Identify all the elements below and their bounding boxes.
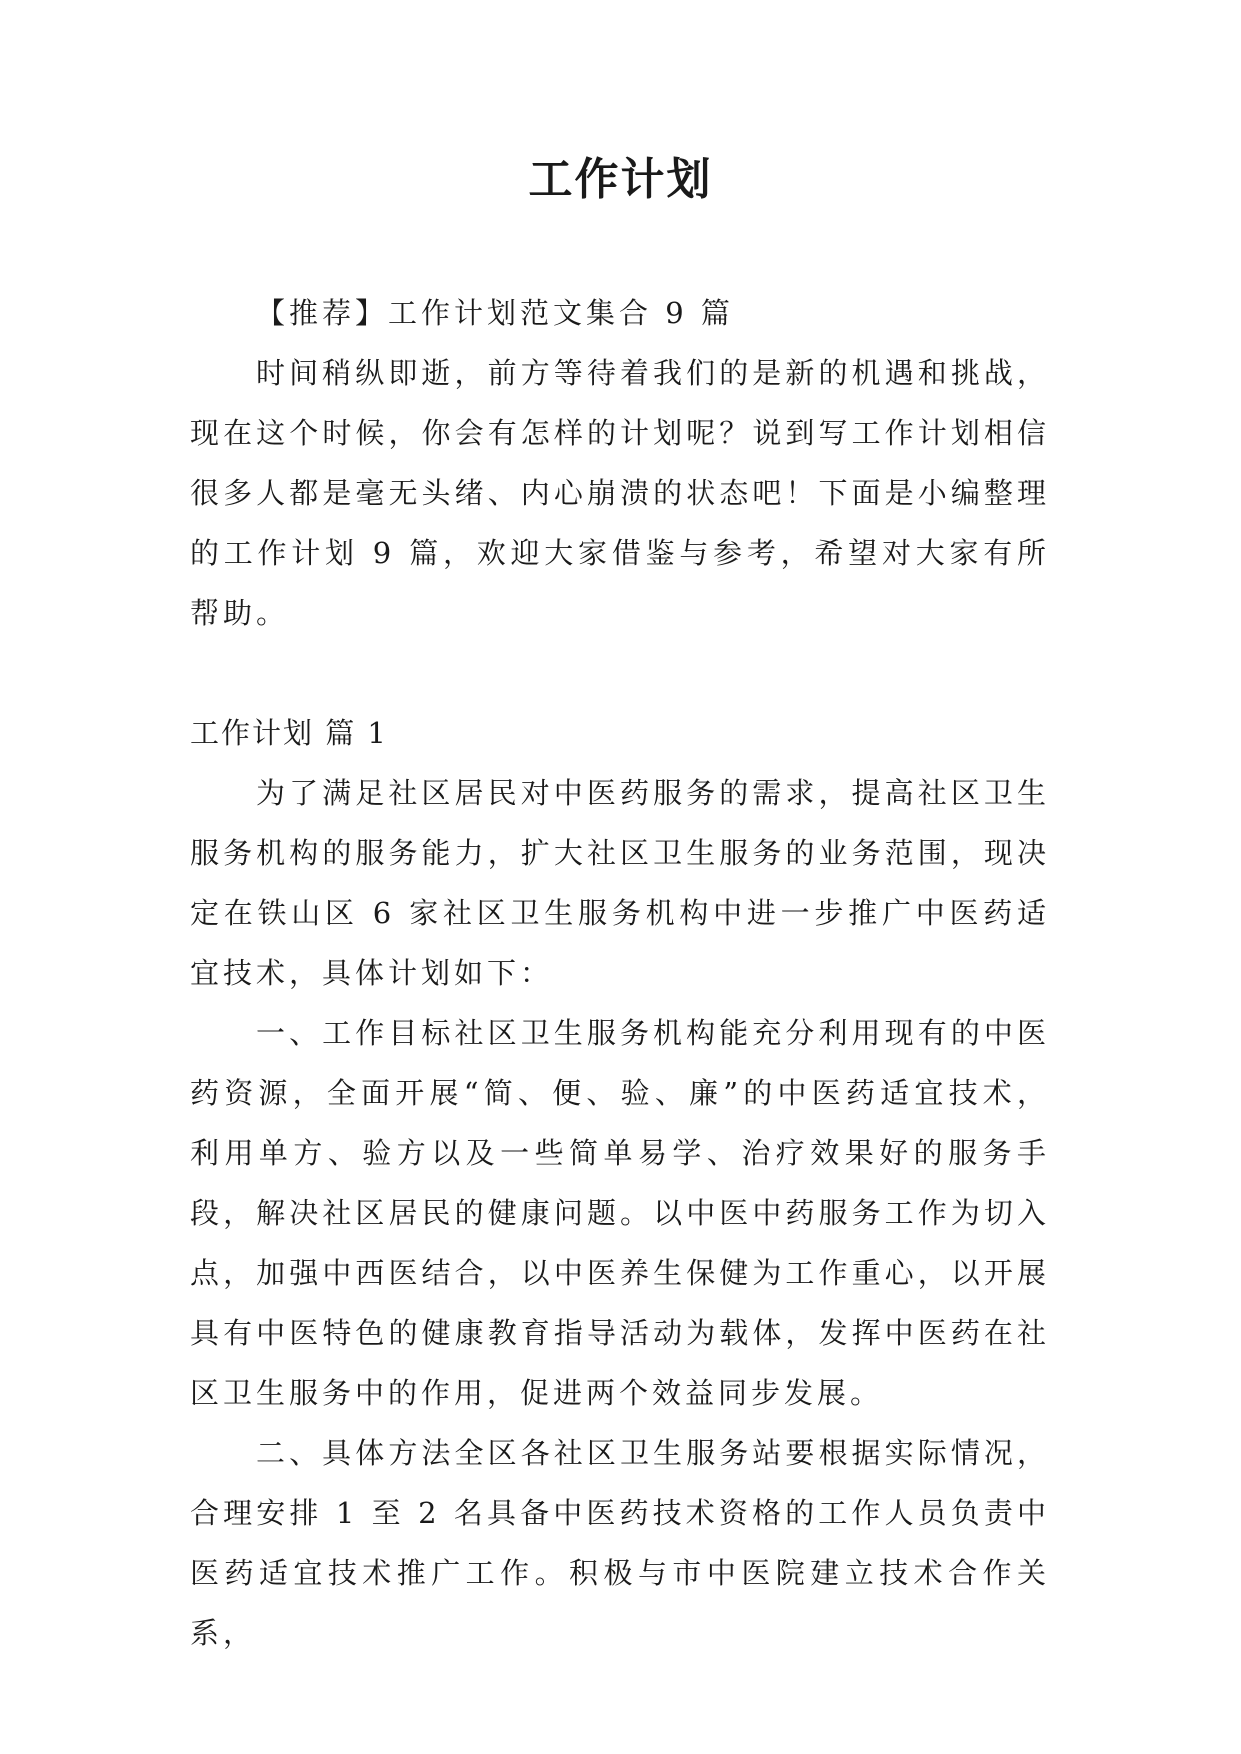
intro-paragraph: 时间稍纵即逝，前方等待着我们的是新的机遇和挑战，现在这个时候，你会有怎样的计划呢？说到写工作计划相信很多人都是毫无头绪、内心崩溃的状态吧！下面是小编整理的工作计划 9 篇，欢迎大家借鉴与参考，希望对大家有所帮助。 — [190, 356, 1050, 630]
spacer — [190, 643, 1050, 703]
section-paragraph: 为了满足社区居民对中医药服务的需求，提高社区卫生服务机构的服务能力，扩大社区卫生服务的业务范围，现决定在铁山区 6 家社区卫生服务机构中进一步推广中医药适宜技术，具体计划如下： — [190, 776, 1050, 990]
section-paragraph: 一、工作目标社区卫生服务机构能充分利用现有的中医药资源，全面开展“简、便、验、廉”的中医药适宜技术，利用单方、验方以及一些简单易学、治疗效果好的服务手段，解决社区居民的健康问题。以中医中药服务工作为切入点，加强中西医结合，以中医养生保健为工作重心，以开展具有中医特色的健康教育指导活动为载体，发挥中医药在社区卫生服务中的作用，促进两个效益同步发展。 — [190, 1016, 1050, 1410]
recommend-line: 【推荐】工作计划范文集合 9 篇 — [256, 296, 734, 330]
document-title: 工作计划 — [528, 154, 713, 205]
document-body — [190, 283, 1050, 1663]
section-paragraph: 二、具体方法全区各社区卫生服务站要根据实际情况，合理安排 1 至 2 名具备中医药技术资格的工作人员负责中医药适宜技术推广工作。积极与市中医院建立技术合作关系， — [190, 1436, 1050, 1650]
section-heading: 工作计划 篇 1 — [190, 716, 388, 750]
